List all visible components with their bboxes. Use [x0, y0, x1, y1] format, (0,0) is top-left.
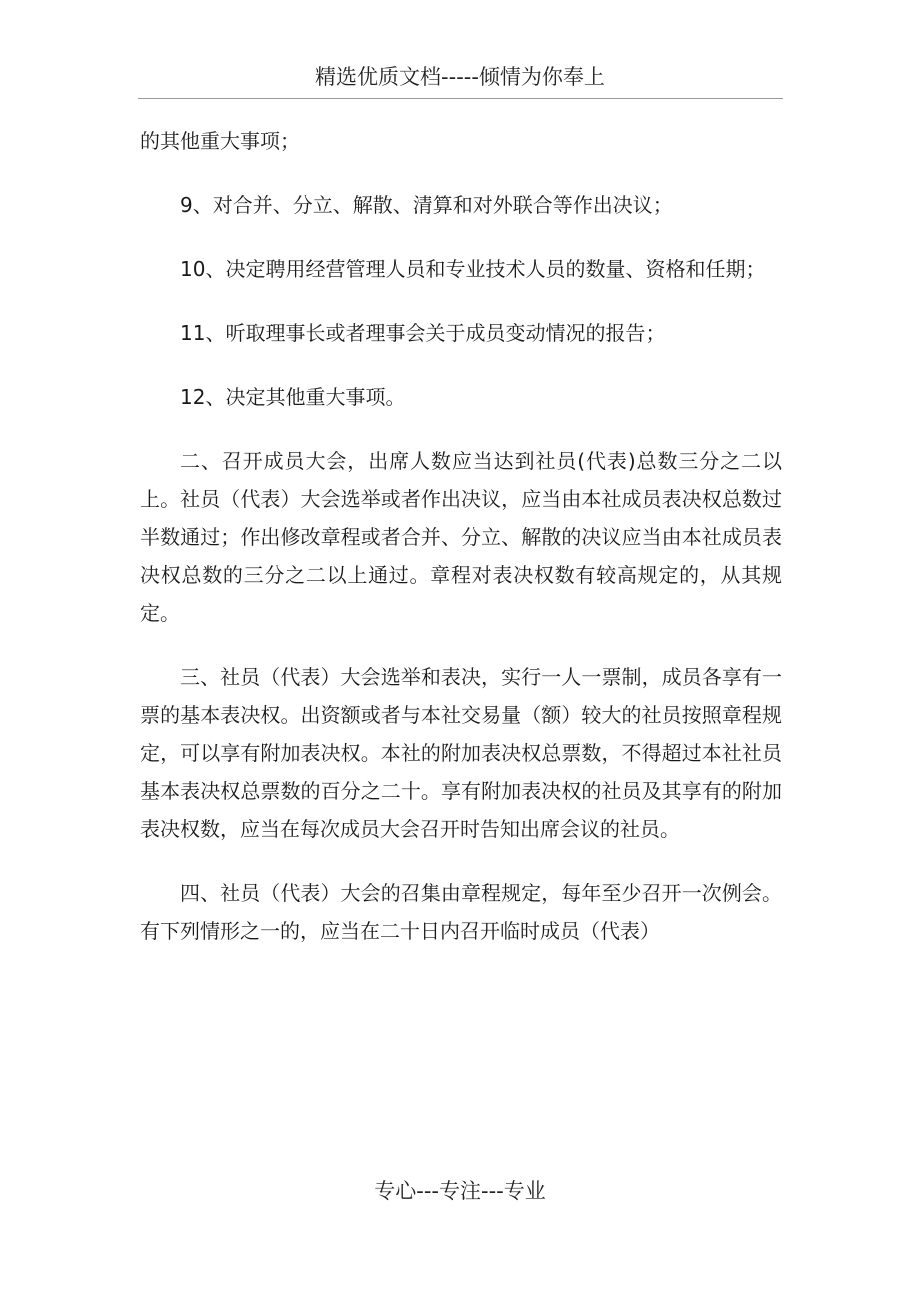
paragraph-section-3: 三、社员（代表）大会选举和表决，实行一人一票制，成员各享有一票的基本表决权。出资额或者与本社交易量（额）较大的社员按照章程规定，可以享有附加表决权。本社的附加表决权总票数，不得超过本社社员基本表决权总票数的百分之二十。享有附加表决权的社员及其享有的附加表决权数，应当在每次成员大会召开时告知出席会议的社员。	[140, 665, 782, 841]
paragraph-item-10: 10、决定聘用经营管理人员和专业技术人员的数量、资格和任期；	[180, 257, 766, 281]
page-header: 精选优质文档-----倾情为你奉上	[315, 65, 605, 89]
paragraph-section-2: 二、召开成员大会，出席人数应当达到社员(代表)总数三分之二以上。社员（代表）大会选举或者作出决议，应当由本社成员表决权总数过半数通过；作出修改章程或者合并、分立、解散的决议应当由本社成员表决权总数的三分之二以上通过。章程对表决权数有较高规定的，从其规定。	[140, 449, 782, 625]
paragraph-item-9: 9、对合并、分立、解散、清算和对外联合等作出决议；	[180, 193, 673, 217]
paragraph-item-12: 12、决定其他重大事项。	[180, 385, 406, 409]
paragraph-section-4: 四、社员（代表）大会的召集由章程规定，每年至少召开一次例会。有下列情形之一的，应当在二十日内召开临时成员（代表）	[140, 881, 782, 943]
page-footer: 专心---专注---专业	[374, 1179, 546, 1203]
header-divider	[138, 98, 783, 99]
document-body	[140, 122, 782, 976]
paragraph-continuation: 的其他重大事项；	[140, 129, 300, 153]
paragraph-item-11: 11、听取理事长或者理事会关于成员变动情况的报告；	[180, 321, 666, 345]
